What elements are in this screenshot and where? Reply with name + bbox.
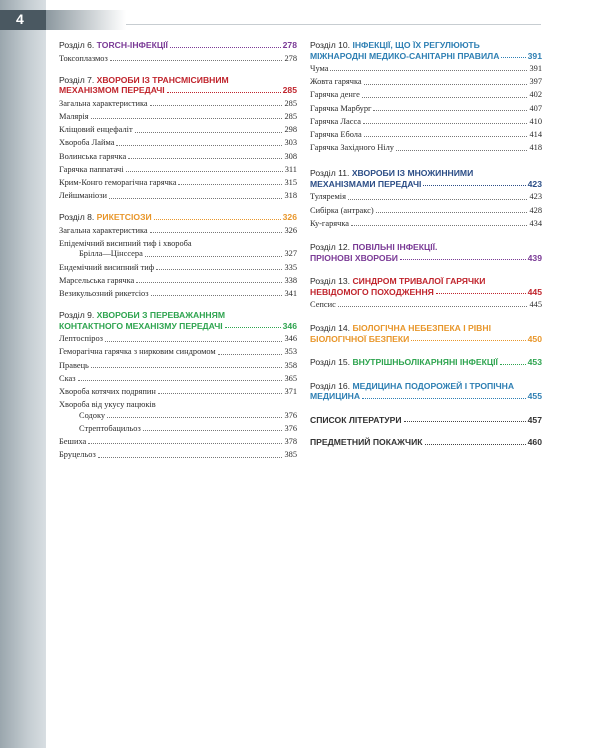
leader-dots xyxy=(218,354,283,355)
toc-entry[interactable] xyxy=(59,226,297,236)
entry-title: Гарячка Марбург xyxy=(310,103,372,113)
toc-section-16[interactable] xyxy=(310,381,542,402)
entry-title: Хвороба котячих подряпин xyxy=(59,387,156,397)
leader-dots xyxy=(78,380,283,381)
entry-page: 423 xyxy=(529,192,542,202)
leader-dots xyxy=(425,444,526,445)
section-label: Розділ 13. xyxy=(310,276,351,287)
entry-title: Жовта гарячка xyxy=(310,77,362,87)
leader-dots xyxy=(136,282,282,283)
toc-section-14[interactable] xyxy=(310,323,542,344)
toc-entry-line1[interactable]: Епідемічний висипний тиф і хвороба xyxy=(59,239,192,249)
entry-title: Сепсис xyxy=(310,300,336,310)
section-title: МЕДИЦИНА ПОДОРОЖЕЙ І ТРОПІЧНА xyxy=(352,380,515,391)
toc-entry[interactable] xyxy=(59,263,297,273)
leader-dots xyxy=(143,430,283,431)
entry-page: 358 xyxy=(284,360,297,370)
entry-page: 318 xyxy=(284,191,297,201)
toc-entry[interactable] xyxy=(59,374,297,384)
leader-dots xyxy=(91,367,283,368)
entry-title: Гарячка Ласса xyxy=(310,116,362,126)
entry-page: 407 xyxy=(529,103,542,113)
leader-dots xyxy=(351,225,527,226)
entry-title: Гарячка Ебола xyxy=(310,130,362,140)
toc-entry[interactable] xyxy=(59,437,297,447)
leader-dots xyxy=(105,341,282,342)
entry-page: 315 xyxy=(284,177,297,187)
entry-title: Туляремія xyxy=(310,192,346,202)
section-label: Розділ 15. xyxy=(310,357,351,368)
entry-title: Гарячка денге xyxy=(310,90,360,100)
section-title-line2: КОНТАКТНОГО МЕХАНІЗМУ ПЕРЕДАЧІ xyxy=(59,320,223,331)
toc-entry[interactable] xyxy=(310,300,542,310)
section-label: Розділ 9. xyxy=(59,310,95,321)
entry-page: 391 xyxy=(529,64,542,73)
entry-page: 335 xyxy=(284,262,297,272)
section-page: 439 xyxy=(527,252,542,263)
toc-entry[interactable] xyxy=(59,450,297,460)
leader-dots xyxy=(376,212,528,213)
section-page: 346 xyxy=(282,320,297,331)
leader-dots xyxy=(167,92,281,93)
toc-section-6[interactable] xyxy=(59,40,297,51)
section-title: СИНДРОМ ТРИВАЛОЇ ГАРЯЧКИ xyxy=(352,276,486,287)
entry-page: 445 xyxy=(529,300,542,310)
entry-page: 376 xyxy=(284,410,297,420)
leader-dots xyxy=(396,150,527,151)
section-page: 450 xyxy=(527,333,542,344)
leader-dots xyxy=(348,199,528,200)
toc-section-15[interactable] xyxy=(310,357,542,368)
entry-title: Загальна характеристика xyxy=(59,98,148,108)
entry-title: Ку-гарячка xyxy=(310,218,349,228)
index-page: 460 xyxy=(527,437,542,448)
page-number-bar-fade xyxy=(46,10,126,30)
toc-entry[interactable] xyxy=(59,152,297,162)
entry-page: 311 xyxy=(284,164,297,174)
toc-references[interactable] xyxy=(310,415,542,426)
toc-section-12[interactable] xyxy=(310,242,542,263)
references-page: 457 xyxy=(527,414,542,425)
section-label: Розділ 7. xyxy=(59,74,95,85)
section-page: 445 xyxy=(527,286,542,297)
section-label: Розділ 12. xyxy=(310,242,351,253)
entry-page: 385 xyxy=(284,450,297,460)
entry-page: 418 xyxy=(529,143,542,153)
section-title-line2: МЕДИЦИНА xyxy=(310,391,361,402)
toc-section-7[interactable] xyxy=(59,75,297,96)
entry-title: Брілла—Цінссера xyxy=(79,249,143,259)
entry-title: Гарячка Західного Нілу xyxy=(310,143,394,153)
toc-entry[interactable] xyxy=(310,104,542,114)
entry-page: 341 xyxy=(284,289,297,299)
toc-entry[interactable] xyxy=(310,130,542,140)
entry-page: 414 xyxy=(529,130,542,140)
page-sidebar xyxy=(0,0,46,748)
entry-page: 326 xyxy=(284,225,297,235)
leader-dots xyxy=(373,110,527,111)
leader-dots xyxy=(116,145,282,146)
entry-page: 278 xyxy=(284,53,297,63)
entry-page: 371 xyxy=(284,387,297,397)
section-title-line2: БІОЛОГІЧНОЇ БЕЗПЕКИ xyxy=(310,333,410,344)
section-label: Розділ 11. xyxy=(310,168,350,179)
leader-dots xyxy=(154,219,281,220)
leader-dots xyxy=(88,443,282,444)
toc-index[interactable] xyxy=(310,437,542,448)
entry-page: 308 xyxy=(284,151,297,161)
entry-page: 378 xyxy=(284,437,297,447)
section-title: ХВОРОБИ З ПЕРЕВАЖАННЯМ xyxy=(96,310,225,321)
index-title: ПРЕДМЕТНИЙ ПОКАЖЧИК xyxy=(310,437,423,448)
entry-title: Малярія xyxy=(59,111,89,121)
entry-page: 298 xyxy=(284,125,297,135)
section-title: ВНУТРІШНЬОЛІКАРНЯНІ ІНФЕКЦІЇ xyxy=(352,357,498,368)
section-title: РИКЕТСІОЗИ xyxy=(96,212,152,223)
leader-dots xyxy=(411,340,525,341)
entry-title: Ендемічний висипний тиф xyxy=(59,262,155,272)
section-title-line2: МІЖНАРОДНІ МЕДИКО-САНІТАРНІ ПРАВИЛА xyxy=(310,50,500,61)
toc-entry[interactable] xyxy=(59,387,297,397)
header-rule xyxy=(126,24,541,25)
leader-dots xyxy=(363,123,527,124)
entry-title: Токсоплазмоз xyxy=(59,53,108,63)
entry-page: 365 xyxy=(284,373,297,383)
leader-dots xyxy=(500,364,526,365)
leader-dots xyxy=(145,256,283,257)
section-page: 391 xyxy=(527,50,542,61)
section-title: ХВОРОБИ ІЗ МНОЖИННИМИ xyxy=(351,168,474,179)
toc-entry[interactable] xyxy=(310,64,542,74)
section-label: Розділ 6. xyxy=(59,40,95,50)
toc-entry[interactable] xyxy=(310,192,542,202)
section-title-line2: НЕВІДОМОГО ПОХОДЖЕННЯ xyxy=(310,286,434,297)
section-title-line2: МЕХАНІЗМОМ ПЕРЕДАЧІ xyxy=(59,85,165,96)
entry-title: Крим-Конго геморагічна гарячка xyxy=(59,177,177,187)
leader-dots xyxy=(135,132,283,133)
toc-entry[interactable] xyxy=(59,125,297,135)
entry-page: 402 xyxy=(529,90,542,100)
entry-page: 397 xyxy=(529,77,542,87)
entry-page: 285 xyxy=(284,111,297,121)
toc-entry[interactable] xyxy=(59,347,297,357)
entry-title: Лептоспіроз xyxy=(59,334,103,344)
entry-page: 338 xyxy=(284,275,297,285)
toc-section-8[interactable] xyxy=(59,212,297,223)
leader-dots xyxy=(338,306,528,307)
leader-dots xyxy=(364,136,528,137)
leader-dots xyxy=(404,421,526,422)
entry-title: Загальна характеристика xyxy=(59,225,148,235)
section-page: 326 xyxy=(282,212,297,223)
toc-entry[interactable] xyxy=(59,54,297,64)
entry-page: 285 xyxy=(284,98,297,108)
section-page: 423 xyxy=(527,178,542,189)
leader-dots xyxy=(98,457,283,458)
entry-title: Геморагічна гарячка з нирковим синдромом xyxy=(59,347,216,357)
toc-entry[interactable] xyxy=(59,138,297,148)
toc-left-column xyxy=(59,40,297,463)
leader-dots xyxy=(156,269,282,270)
section-page: 285 xyxy=(282,85,297,96)
toc-entry[interactable] xyxy=(310,77,542,87)
leader-dots xyxy=(109,198,282,199)
toc-section-11[interactable] xyxy=(310,168,542,189)
entry-title: Кліщовий енцефаліт xyxy=(59,125,133,135)
leader-dots xyxy=(150,105,283,106)
leader-dots xyxy=(364,84,528,85)
toc-section-10[interactable] xyxy=(310,40,542,61)
section-title: TORCH-ІНФЕКЦІЇ xyxy=(96,40,168,50)
leader-dots xyxy=(436,293,526,294)
entry-page: 353 xyxy=(284,347,297,357)
section-title: ПОВІЛЬНІ ІНФЕКЦІЇ. xyxy=(352,242,438,253)
toc-entry[interactable] xyxy=(310,143,542,153)
entry-title: Бруцельоз xyxy=(59,450,96,460)
leader-dots xyxy=(150,232,283,233)
toc-section-9[interactable] xyxy=(59,310,297,331)
toc-entry[interactable] xyxy=(59,276,297,286)
toc-entry[interactable] xyxy=(310,90,542,100)
leader-dots xyxy=(400,259,526,260)
entry-page: 303 xyxy=(284,138,297,148)
toc-sub-entry[interactable] xyxy=(59,411,297,421)
section-label: Розділ 14. xyxy=(310,323,351,334)
leader-dots xyxy=(362,97,528,98)
section-page: 453 xyxy=(527,357,542,368)
entry-page: 434 xyxy=(529,218,542,228)
toc-sub-entry[interactable] xyxy=(59,424,297,434)
leader-dots xyxy=(423,185,525,186)
entry-title: Гарячка паппатачі xyxy=(59,164,124,174)
entry-title: Хвороба Лайма xyxy=(59,138,115,148)
section-title: БІОЛОГІЧНА НЕБЕЗПЕКА І РІВНІ xyxy=(352,323,491,334)
toc-section-13[interactable] xyxy=(310,276,542,297)
entry-title: Правець xyxy=(59,360,89,370)
entry-page: 346 xyxy=(284,334,297,344)
entry-title: Марсельська гарячка xyxy=(59,275,135,285)
toc-subheading[interactable]: Хвороба від укусу пацюків xyxy=(59,400,156,410)
entry-page: 428 xyxy=(529,205,542,215)
page-number: 4 xyxy=(16,11,24,27)
section-title-line2: ПРІОНОВІ ХВОРОБИ xyxy=(310,252,398,263)
leader-dots xyxy=(158,393,283,394)
entry-page: 410 xyxy=(529,116,542,126)
section-title: ІНФЕКЦІЇ, ЩО ЇХ РЕГУЛЮЮТЬ xyxy=(352,40,480,50)
entry-title: Содоку xyxy=(79,410,106,420)
section-title: ХВОРОБИ ІЗ ТРАНСМІСИВНИМ xyxy=(96,74,229,85)
references-title: СПИСОК ЛІТЕРАТУРИ xyxy=(310,414,402,425)
toc-entry[interactable] xyxy=(59,112,297,122)
leader-dots xyxy=(170,47,281,48)
toc-entry[interactable] xyxy=(59,99,297,109)
section-label: Розділ 10. xyxy=(310,40,351,50)
entry-title: Сибірка (антракс) xyxy=(310,205,374,215)
entry-title: Сказ xyxy=(59,373,76,383)
toc-entry[interactable] xyxy=(310,117,542,127)
toc-right-column xyxy=(310,40,542,448)
leader-dots xyxy=(107,417,282,418)
entry-title: Чума xyxy=(310,64,329,73)
toc-entry[interactable] xyxy=(59,191,297,201)
section-label: Розділ 8. xyxy=(59,212,95,223)
entry-title: Стрептобацильоз xyxy=(79,423,141,433)
leader-dots xyxy=(128,158,282,159)
section-page: 278 xyxy=(282,40,297,50)
toc-entry[interactable] xyxy=(310,206,542,216)
leader-dots xyxy=(501,57,525,58)
leader-dots xyxy=(126,171,283,172)
section-title-line2: МЕХАНІЗМАМИ ПЕРЕДАЧІ xyxy=(310,178,422,189)
toc-entry[interactable] xyxy=(59,165,297,175)
leader-dots xyxy=(225,327,281,328)
section-page: 455 xyxy=(527,391,542,402)
toc-entry-line2[interactable] xyxy=(59,249,297,259)
toc-entry[interactable] xyxy=(59,334,297,344)
leader-dots xyxy=(151,295,283,296)
leader-dots xyxy=(91,118,283,119)
leader-dots xyxy=(330,70,527,71)
toc-entry[interactable] xyxy=(310,219,542,229)
leader-dots xyxy=(178,184,282,185)
leader-dots xyxy=(110,60,283,61)
toc-entry[interactable] xyxy=(59,361,297,371)
entry-title: Бешиха xyxy=(59,437,87,447)
entry-page: 327 xyxy=(284,249,297,259)
entry-title: Лейшманіози xyxy=(59,191,108,201)
toc-entry[interactable] xyxy=(59,178,297,188)
entry-page: 376 xyxy=(284,423,297,433)
section-label: Розділ 16. xyxy=(310,380,351,391)
entry-title: Волинська гарячка xyxy=(59,151,127,161)
leader-dots xyxy=(362,398,526,399)
toc-entry[interactable] xyxy=(59,289,297,299)
entry-title: Везикульозний рикетсіоз xyxy=(59,289,149,299)
